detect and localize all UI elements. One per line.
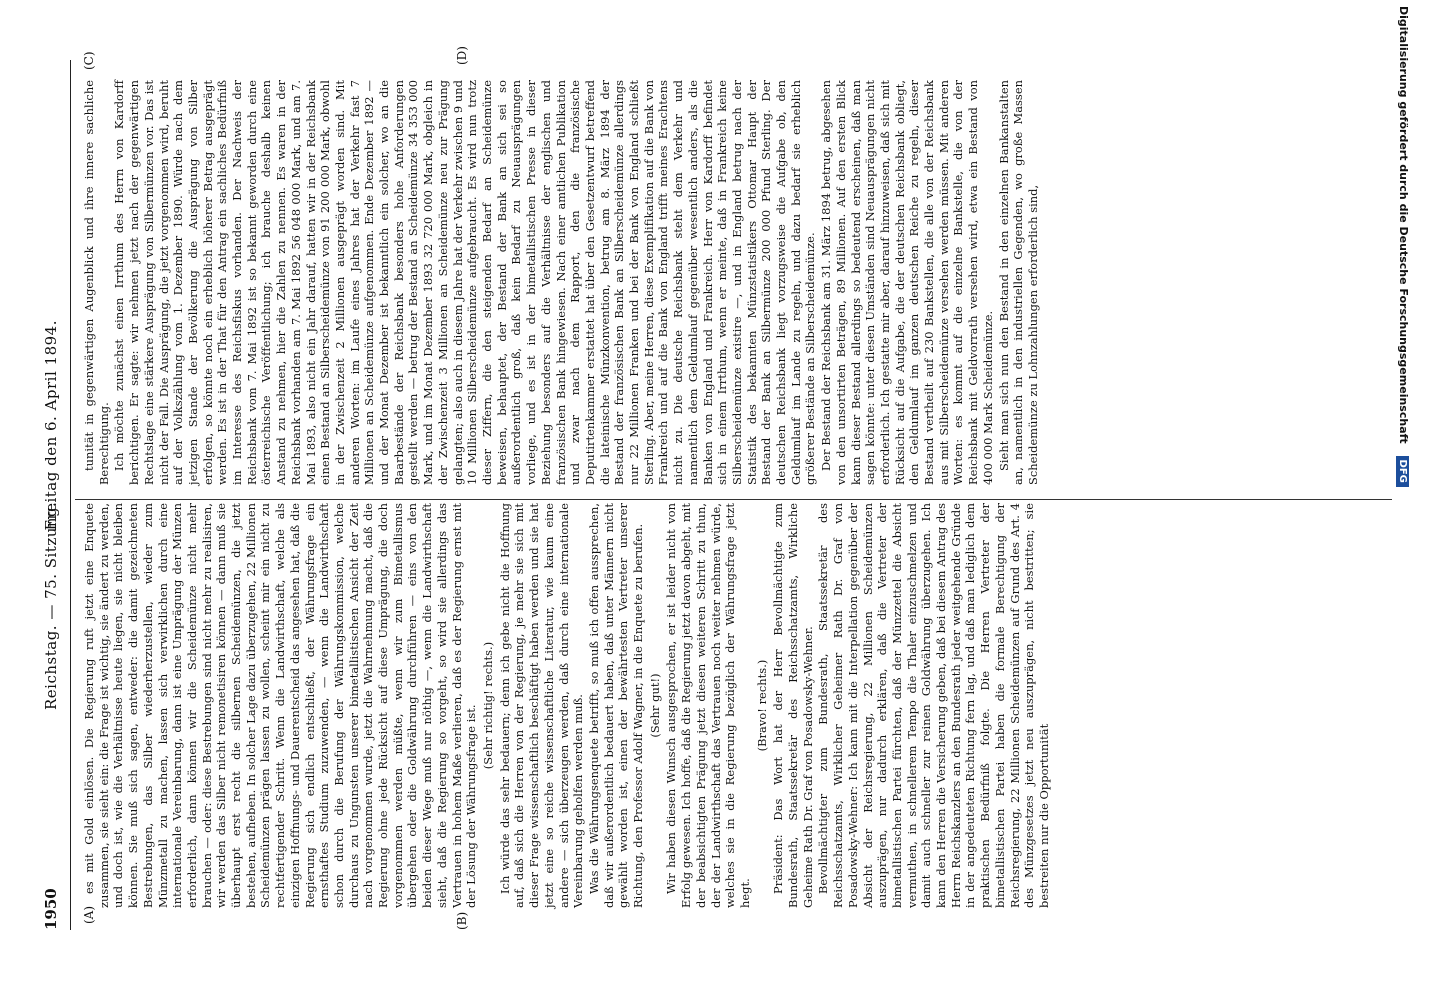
digitization-text: Digitalisierung gefördert durch die Deutsche Forschungsgemeinschaft: [1397, 6, 1410, 444]
paragraph: Der Bestand der Reichsbank am 31. März 1894 betrug, abgesehen von den unsortirten Beträgen, 89 Millionen. Auf den ersten Blick kann dieser Bestand allerdings so bedeutend erscheinen, daß man sagen könnte: unter diesen Umständen sind Neuausprägungen nicht erforderlich. Ich gestatte mir aber, darauf hinzuweisen, daß sich mit Rücksicht auf die Aufgabe, die der deutschen Reichsbank obliegt, den Geldumlauf im ganzen deutschen Reiche zu regeln, dieser Bestand vertheilt auf 230 Bankstellen, die alle von der Reichsbank aus mit Silberscheidemünze versehen werden müssen. Mit anderen Worten: es kommt auf die einzelne Bankstelle, die von der Reichsbank mit Geldvorrath versehen wird, etwa ein Bestand von 400 000 Mark Scheidemünze.: [819, 80, 995, 485]
paragraph: Ich möchte zunächst einen Irrthum des Herrn von Kardorff berichtigen. Er sagte: wir nehmen jetzt nach der gegenwärtigen Rechtslage eine stärkere Ausprägung von Silbermünzen vor. Das ist nicht der Fall. Die Ausprägung, die jetzt vorgenommen wird, beruht auf der Volkszählung vom 1. Dezember 1890. Würde nach dem jetzigen Stande der Bevölkerung die Ausprägung von Silber erfolgen, so könnte noch ein erheblich höherer Betrag ausgeprägt werden. Es ist in der That für den Antrag ein sachliches Bedürfniß im Interesse des Reichsfiskus vorhanden. Der Nachweis der Reichsbank vom 7. Mai 1892 ist so bekannt geworden durch eine österreichische Veröffentlichung; ich brauche deshalb keinen Anstand zu nehmen, hier die Zahlen zu nennen. Es waren in der Reichsbank vorhanden am 7. Mai 1892 56 048 000 Mark, und am 7. Mai 1893, also nicht ein Jahr darauf, hatten wir in der Reichsbank einen Bestand an Silberscheidemünze von 91 200 000 Mark, obwohl in der Zwischenzeit 2 Millionen ausgeprägt worden sind. Mit anderen Worten: im Laufe eines Jahres hat der Verkehr fast 7 Millionen an Scheidemünze aufgenommen. Ende Dezember 1892 — und der Monat Dezember ist bekanntlich ein solcher, wo an die Baarbestände der Reichsbank besonders hohe Anforderungen gestellt werden — betrug der Bestand an Scheidemünze 34 353 000 Mark, und im Monat Dezember 1893 32 720 000 Mark, obgleich in der Zwischenzeit 3 Millionen an Scheidemünze neu zur Prägung gelangten; also auch in diesem Jahre hat der Verkehr zwischen 9 und 10 Millionen Silberscheidemünze aufgebraucht. Es wird nun trotz dieser Ziffern, die den steigenden Bedarf an Scheidemünze beweisen, behauptet, der Bestand der Bank an sich sei so außerordentlich groß, daß kein Bedarf zu Neuausprägungen vorliege, und es ist in der bimetallistischen Presse in dieser Beziehung besonders auf die Verhältnisse der englischen und französischen Bank hingewiesen. Nach einer amtlichen Publikation und zwar nach dem Rapport, den die französische Deputirtenkammer erstattet hat über den Gesetzentwurf betreffend die lateinische Münzkonvention, betrug am 8. März 1894 der Bestand der französischen Bank an Silberscheidemünze allerdings nur 22 Millionen Franken und bei der Bank von England schließt Sterling. Aber, meine Herren, diese Exemplifikation auf die Bank von Frankreich und auf die Bank von England trifft meines Erachtens nicht zu. Die deutsche Reichsbank steht dem Verkehr und namentlich dem Geldumlauf gegenüber wesentlich anders, als die Banken von England und Frankreich. Herr von Kardorff befindet sich in einem Irrthum, wenn er meinte, daß in Frankreich keine Silberscheidemünze existire —, und in England betrug nach der Statistik des bekannten Münzstatistikers Ottomar Haupt der Bestand der Bank an Silbermünze 200 000 Pfund Sterling. Der deutschen Reichsbank liegt vorzugsweise die Aufgabe ob, den Geldumlauf im Lande zu regeln, und dazu bedarf sie erheblich größerer Bestände an Silberscheidemünze.: [112, 80, 818, 485]
page-number: 1950: [42, 888, 60, 930]
interjection: (Sehr richtig! rechts.): [480, 641, 495, 770]
paragraph: Ich würde das sehr bedauern; denn ich gebe nicht die Hoffnung auf, daß sich die Herren von der Regierung, je mehr sie sich mit dieser Frage wissenschaftlich beschäftigt haben werden und sie hat jetzt eine so reiche wissenschaftliche Literatur, wie kaum eine andere — sich überzeugen werden, daß durch eine internationale Vereinbarung geholfen werden muß.: [497, 503, 586, 908]
paragraph: Sieht man sich nun den Bestand in den einzelnen Bankanstalten an, namentlich in den industriellen Gegenden, wo große Massen Scheidemünze zu Lohnzahlungen erforderlich sind,: [996, 80, 1040, 485]
margin-marker-b: (B): [455, 911, 469, 930]
interjection: (Sehr gut!): [647, 673, 662, 738]
paragraph: Wir haben diesen Wunsch ausgesprochen, er ist leider nicht von Erfolg gewesen. Ich hoffe, daß die Regierung jetzt davon abgeht, mit der beabsichtigten Prägung jetzt diesen weiteren Schritt zu thun, der der Landwirthschaft das Vertrauen noch weiter nehmen würde, welches sie in die Regierung bezüglich der Währungsfrage jetzt hegt.: [664, 503, 752, 908]
speaker-paragraph: Bevollmächtigter zum Bundesrath, Staatssekretär des Reichsschatzamts, Wirklicher Geheimer Rath Dr. Graf von Posadowsky-Wehner: Ich kann mit die Interpellation gegenüber der Absicht der Reichsregierung, 22 Millionen Scheidemünzen auszuprägen, nur dadurch erklären, daß die Vertreter der bimetallistischen Partei fürchten, daß der Münzzettel die Absicht vermuthen, in schnellerem Tempo die Thaler einzuschmelzen und damit auch schneller zur reinen Goldwährung überzugehen. Ich kann den Herren die Versicherung geben, daß bei diesem Antrag des Herrn Reichskanzlers an den Bundesrath jeder weitgehende Gründe in der angedeuteten Richtung fern lag, und daß man lediglich dem praktischen Bedürfniß folgte. Die Herren Vertreter der bimetallistischen Partei haben die formale Berechtigung der Reichsregierung, 22 Millionen Scheidemünzen auf Grund des Art. 4 des Münzgesetzes jetzt neu auszuprägen, nicht bestritten; sie bestreiten nur die Opportunität: [816, 503, 1051, 908]
session-title: Reichstag. — 75. Sitzung.: [42, 501, 60, 710]
paragraph: es mit Gold einlösen. Die Regierung ruft jetzt eine Enquete zusammen, sie sieht ein: die Frage ist wichtig, sie ändert zu werden, und doch ist, wie die Verhältnisse heute liegen, sie nicht bleiben können. Sie muß sich sagen, entweder: die damit gezeichneten Bestrebungen, das Silber wiederherzustellen, wieder zum Münzmetall zu machen, lassen sich verwirklichen durch eine internationale Vereinbarung, dann ist eine Umprägung der Münzen erforderlich, dann können wir die Scheidemünze nicht mehr brauchen — oder: diese Bestrebungen sind nicht mehr zu realisiren, wir werden das Silber nicht remonetisiren können — dann muß sie überhaupt erst recht die silbernen Scheidemünzen, die jetzt bestehen, aufheben. In solcher Lage dazu überzugehen, 22 Millionen Scheidemünzen prägen lassen zu wollen, scheint mir ein nicht zu rechtfertigender Schritt. Wenn die Landwirthschaft, welche als einzigen Hoffnungs- und Dauerentscheid das angesehen hat, daß die Regierung sich endlich entschließt, der Währungsfrage ein ernsthaftes Studium zuzuwenden, — wenn die Landwirthschaft schon durch die Berufung der Währungskommission, welche durchaus zu Ungunsten unserer bimetallistischen Ansicht der Zeit nach vorgenommen wurde, jetzt die Wahrnehmung macht, daß die Regierung ohne jede Rücksicht auf diese Umprägung, die doch vorgenommen werden müßte, wenn wir zum Bimetallismus übergehen oder die Goldwährung durchführen — eins von den beiden dieser Wege muß nur nöthig —, wenn die Landwirthschaft sieht, daß die Regierung so vorgeht, so wird sie allerdings das Vertrauen in hohem Maße verlieren, daß es der Regierung ernst mit der Lösung der Währungsfrage ist.: [82, 503, 479, 908]
margin-marker-a: (A): [82, 905, 96, 924]
digitization-notice: [1388, 6, 1410, 1006]
left-column: [82, 503, 1053, 908]
header-rule: [70, 60, 71, 930]
speaker-paragraph: Präsident: Das Wort hat der Herr Bevollmächtigte zum Bundesrath, Staatssekretär des Reichsschatzamts, Wirkliche Geheime Rath Dr. Graf von Posadowsky-Wehner.: [771, 503, 815, 908]
page-header: [42, 70, 72, 930]
column-divider: [75, 499, 1392, 500]
interjection: (Bravo! rechts.): [754, 659, 769, 752]
margin-marker-c: (C): [82, 51, 96, 70]
right-column: [82, 80, 1042, 485]
paragraph: Was die Währungsenquete betrifft, so muß ich offen aussprechen, daß wir außerordentlich bedauert haben, daß unter Männern nicht gewählt worden ist, einen der bewährtesten Vertreter unserer Richtung, den Professor Adolf Wagner, in die Enquete zu berufen.: [586, 503, 646, 908]
paragraph: tunität in gegenwärtigen Augenblick und ihre innere sachliche Berechtigung.: [82, 80, 111, 485]
margin-marker-d: (D): [455, 46, 469, 65]
date-title: Freitag den 6. April 1894.: [42, 320, 60, 531]
dfg-logo: DFG: [1396, 456, 1409, 487]
